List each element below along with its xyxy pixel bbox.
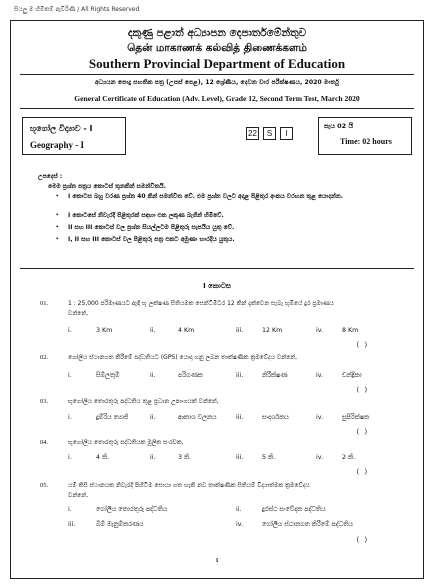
question-text-line: වන්නේ, <box>68 310 89 317</box>
option-number: ii. <box>150 327 156 334</box>
option-text: සංදර්ශකය <box>262 414 289 421</box>
bullet-icon: • <box>56 223 59 231</box>
option-number: iii. <box>236 414 244 421</box>
question-text-line: ගෝලීය ස්ථානගත කිරීමේ පද්ධතියට (GPS) යොදා ගනු ලබන තාක්ෂණික ක්‍රමවේදය වන්නේ, <box>68 354 297 361</box>
option-text: නිරීක්ෂණ <box>262 372 288 379</box>
option-text: ආකාශ වලනය <box>178 414 217 421</box>
instruction-item: I, II සහ III කොටස් වල පිළිතුරු පත්‍ර එකට අමුණා භාරදිය යුතුය. <box>68 236 235 243</box>
option-number: ii. <box>236 506 242 513</box>
question-number: 03. <box>40 398 49 405</box>
option-text: 3 Km <box>96 327 113 334</box>
instructions-title: උපදෙස් : <box>38 173 63 180</box>
bullet-icon: • <box>56 211 59 219</box>
time-english: Time: 02 hours <box>340 137 392 146</box>
answer-bracket[interactable]: ( ) <box>356 468 368 475</box>
instruction-item: I කොටස බහු වරණ ප්‍රශ්න 40 කින් සමන්විත වේ. එම ප්‍රශ්න වලට අදාළ පිළිතුර අංකය වරහන තුළ යොදන්න. <box>68 193 344 200</box>
bullet-icon: • <box>56 235 59 243</box>
answer-bracket[interactable]: ( ) <box>356 341 368 348</box>
option-text: පරිගණක <box>178 372 203 379</box>
instruction-item: II සහ III කොටස් වල ප්‍රශ්න සියල්ලටම පිළිතුරු සැපයිය යුතු වේ. <box>68 224 235 231</box>
rights-notice: සියලු ම හිමිකම් ඇවිරිණි / All Rights Reserved <box>14 6 140 13</box>
option-number: i. <box>68 327 72 334</box>
option-number: ii. <box>150 372 156 379</box>
option-number: i. <box>68 372 72 379</box>
subject-sinhala: භූගෝල විද්‍යාව - I <box>30 124 93 133</box>
answer-bracket[interactable]: ( ) <box>356 386 368 393</box>
question-text-line: භූගෝලීය තොරතුරු පද්ධතිය තුළ ප්‍රධාන උපාංගයක් වන්නේ, <box>68 398 219 405</box>
dept-title-tamil: தென் மாகாணக் கல்வித் திணைக்களம் <box>127 42 307 54</box>
question-number: 01. <box>40 300 49 307</box>
option-number: iii. <box>236 327 244 334</box>
question-number: 02. <box>40 354 49 361</box>
option-text: සුපිරික්ෂක <box>342 414 370 421</box>
option-text: සිම්ලතුම් <box>96 372 120 379</box>
question-text <box>68 481 398 501</box>
instructions-divider <box>20 268 414 269</box>
question-text <box>68 397 398 407</box>
instructions-intro: මෙම ප්‍රශ්න පත්‍රය කොටස් තුනකින් සමන්විතයි. <box>48 183 166 190</box>
question-text-line: යම් කිසි ස්ථානයක නිවැරදි පිහිටීම සොයා ගත හැකි නව තාක්ෂණික සිතියම් විද්‍යාත්මක ක්‍රමවේදය <box>68 482 310 489</box>
option-text: 5 කි. <box>262 454 276 461</box>
option-number: iii. <box>236 454 244 461</box>
option-number: iv. <box>236 521 243 528</box>
question-text-line: භූගෝලීය තොරතුරු පද්ධතියක මූලික සංරචක, <box>68 439 184 446</box>
option-text: ගෝලීය ස්ථානගත කිරීමේ පද්ධතිය <box>262 521 353 528</box>
subject-english: Geography - I <box>30 140 84 150</box>
question-text <box>68 353 398 363</box>
option-text: ගෝලීය තොරතුරු පද්ධතිය <box>96 506 168 513</box>
dept-title-english: Southern Provincial Department of Education <box>88 56 346 71</box>
subject-code-cell: I <box>280 127 293 140</box>
option-number: iii. <box>236 372 244 379</box>
option-number: iv. <box>316 454 323 461</box>
option-text: 4 කි. <box>96 454 110 461</box>
option-number: iv. <box>316 372 323 379</box>
option-text: චන්ද්‍රිකා <box>342 372 362 379</box>
answer-bracket[interactable]: ( ) <box>356 428 368 435</box>
option-text: 12 Km <box>262 327 283 334</box>
option-number: i. <box>68 414 72 421</box>
option-number: i. <box>68 454 72 461</box>
instruction-item: I කොටසේ නිවැරදි පිළිතුරක් සඳහා එක ලකුණ බැගින් හිමිවේ. <box>68 212 224 219</box>
option-number: ii. <box>150 454 156 461</box>
bullet-icon: • <box>56 192 59 200</box>
subject-code-cell: S <box>263 127 276 140</box>
option-number: iv. <box>316 327 323 334</box>
option-number: i. <box>68 506 72 513</box>
question-text-line: 1 : 25,000 පරිමාණයට ඇඳි භූ ලක්ෂණ සිතියමක සෙන්ටිමීටර 12 කින් දැක්වෙන සැබෑ භූමියේ දුර ප්‍රමාණය <box>68 300 334 307</box>
exam-title-sinhala: අධ්‍යයන පොදු සහතික පත්‍ර (උසස් පෙළ), 12 ශ්‍රේණිය, දෙවන වාර පරීක්ෂණය, 2020 මාර්තු <box>94 79 340 86</box>
question-text-line: වන්නේ, <box>68 492 89 499</box>
question-text <box>68 438 398 448</box>
dept-title-sinhala: දකුණු පළාත් අධ්‍යාපන දෙපාර්තමේන්තුව <box>127 27 307 39</box>
option-number: iv. <box>316 414 323 421</box>
option-text: 2 කි. <box>342 454 356 461</box>
page-number: 1 <box>215 558 219 564</box>
option-text: දුම්රිය ත්‍යාජි <box>96 414 129 421</box>
answer-bracket[interactable]: ( ) <box>356 536 368 543</box>
question-text <box>68 299 398 319</box>
option-text: 8 Km <box>342 327 359 334</box>
option-number: iii. <box>68 521 76 528</box>
exam-title-english: General Certificate of Education (Adv. Level), Grade 12, Second Term Test, March 2020 <box>74 94 360 103</box>
part-title: I කොටස <box>203 282 231 290</box>
option-text: බිම් මැනුම්කරණය <box>96 521 144 528</box>
option-text: 4 Km <box>178 327 195 334</box>
subject-code-cell: 22 <box>246 127 259 140</box>
exam-divider <box>20 108 414 109</box>
question-number: 04. <box>40 439 49 446</box>
option-text: දුරස්ථ සංවේදක පද්ධතිය <box>262 506 326 513</box>
question-number: 05. <box>40 482 49 489</box>
option-number: ii. <box>150 414 156 421</box>
time-sinhala: පැය 02 යි <box>324 122 354 130</box>
header-divider <box>20 74 414 75</box>
option-text: 3 කි. <box>178 454 192 461</box>
